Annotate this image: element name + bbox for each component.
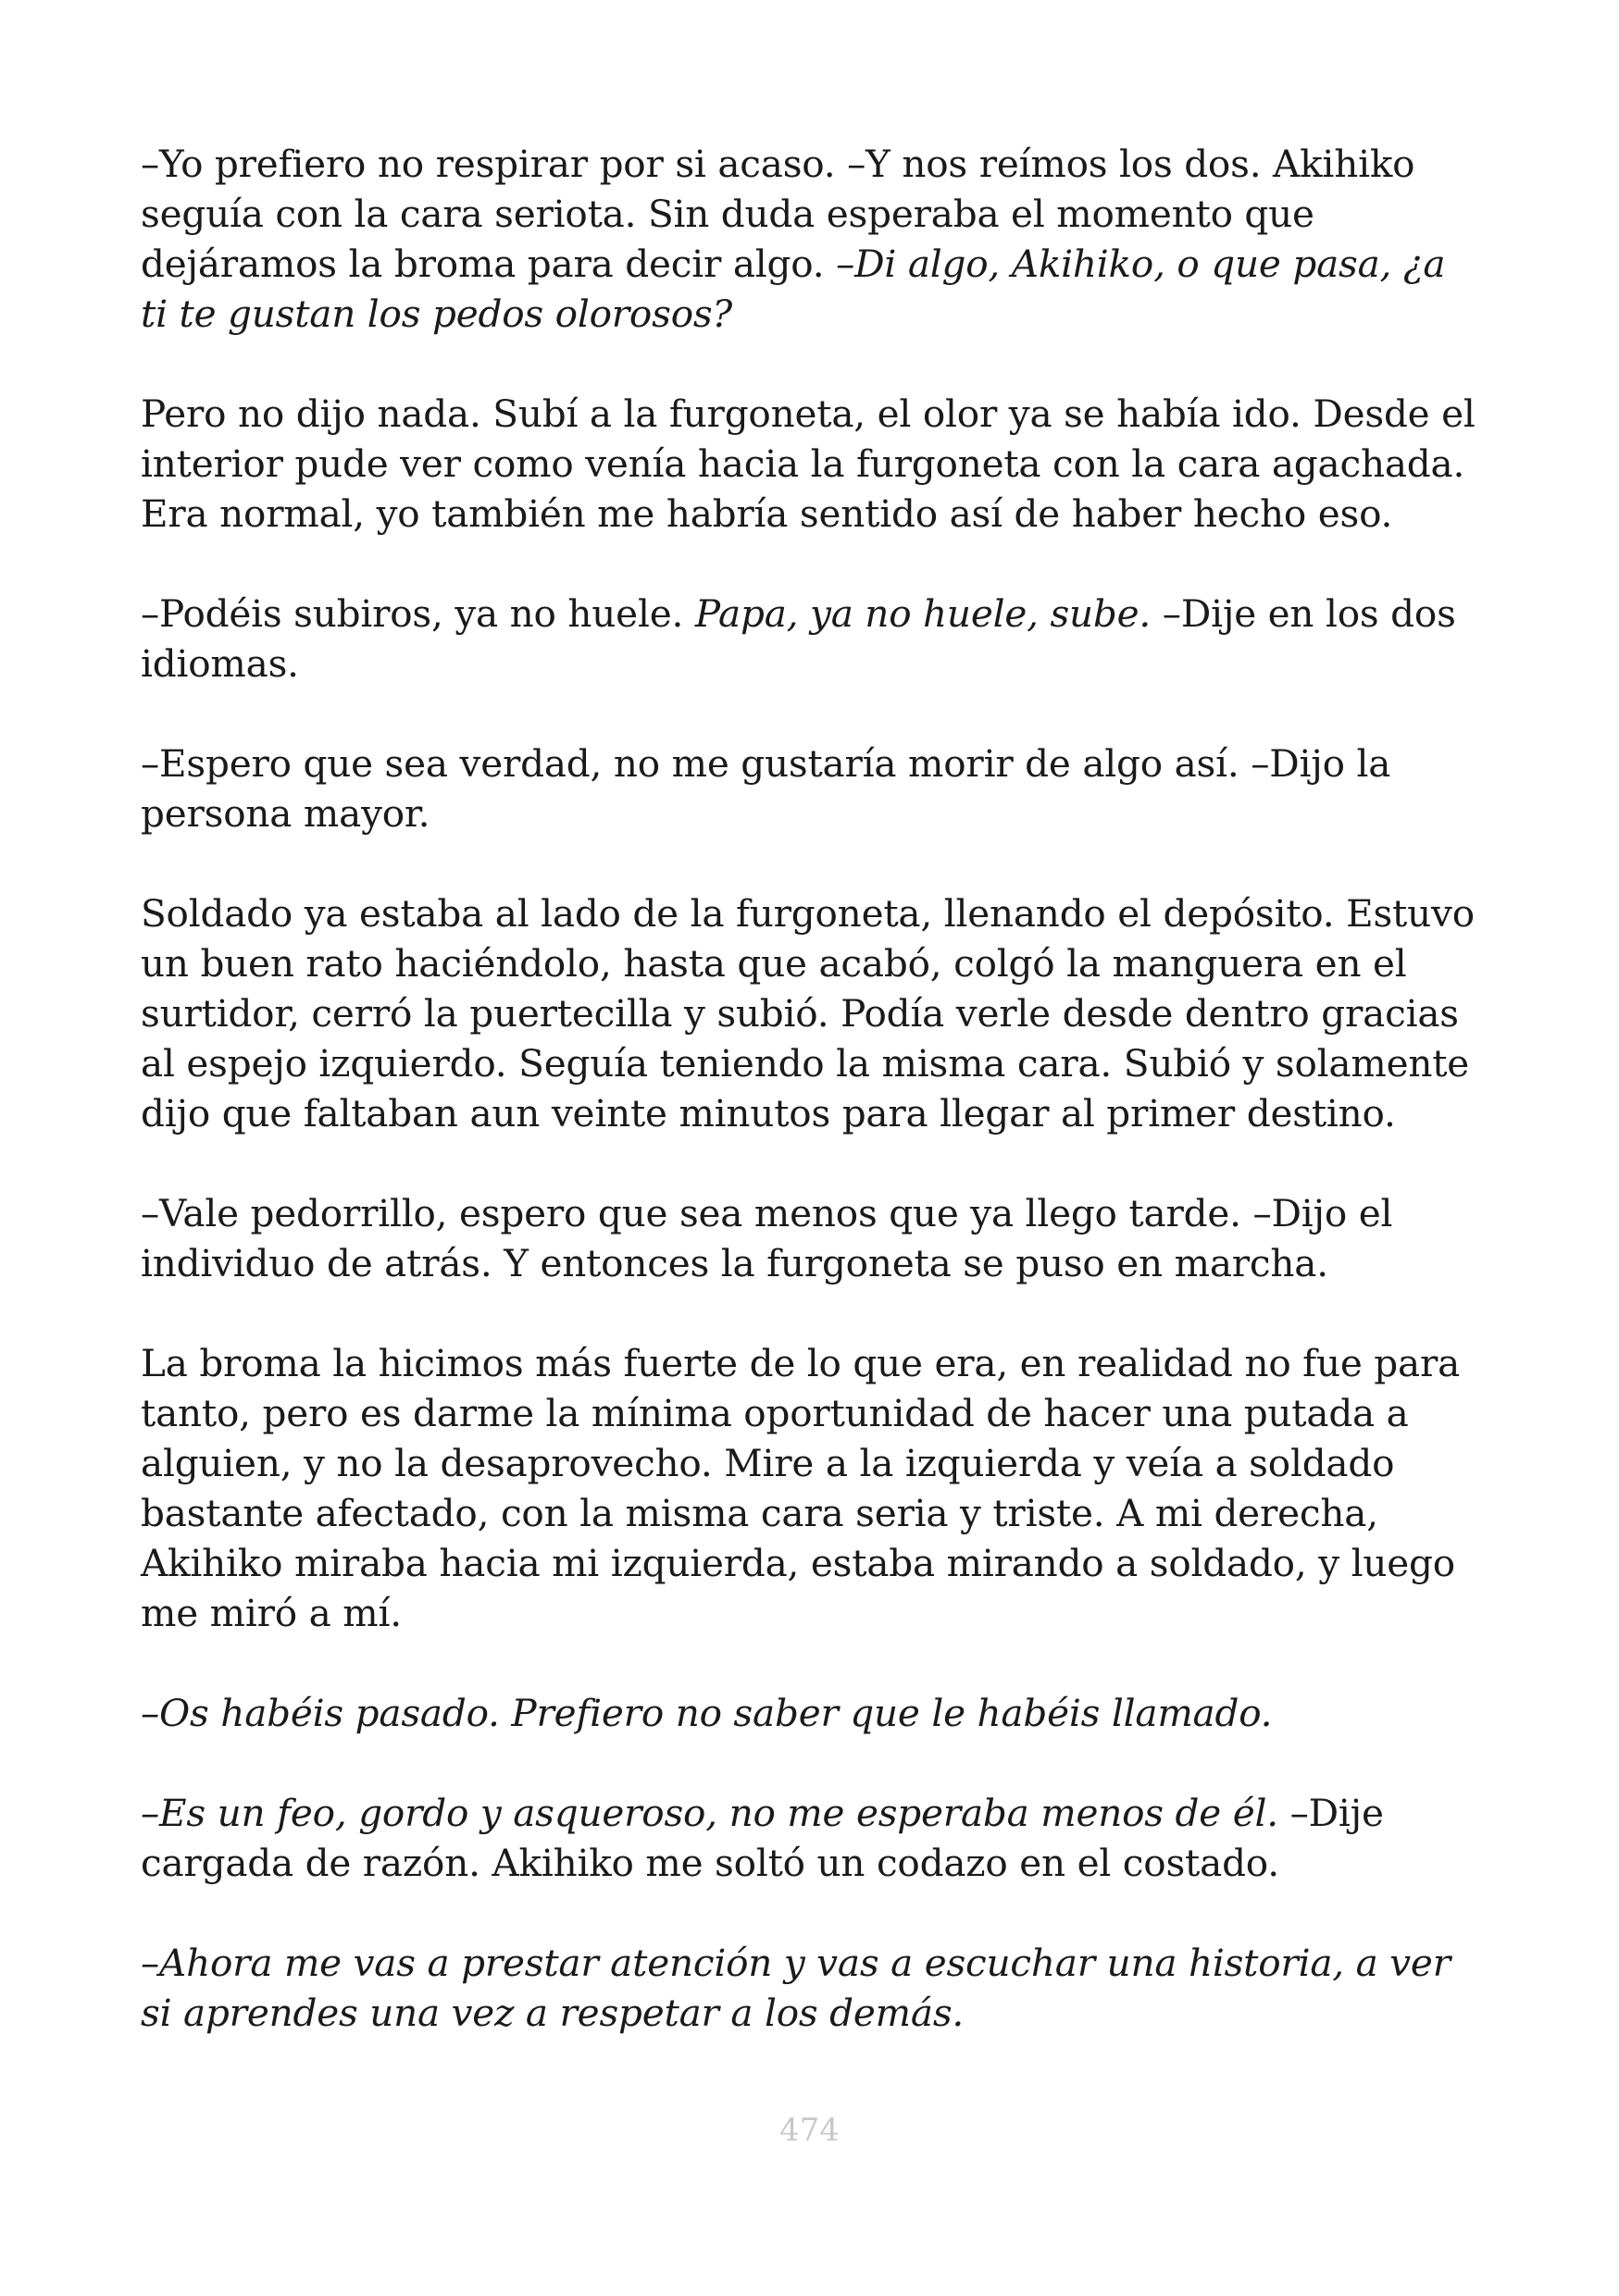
paragraph — [141, 389, 1483, 539]
text-run-italic: –Es un feo, gordo y asqueroso, no me esperaba menos de él. — [141, 1791, 1278, 1835]
paragraph — [141, 589, 1483, 689]
page-number: 474 — [779, 2112, 840, 2149]
paragraph — [141, 1938, 1483, 2038]
text-run: –Vale pedorrillo, espero que sea menos que ya llego tarde. –Dijo el individuo de atrás. Y entonces la furgoneta se puso en marcha. — [141, 1191, 1393, 1285]
text-run: –Podéis subiros, ya no huele. — [141, 591, 695, 636]
text-run: –Yo prefiero no respirar por si acaso. –Y nos reímos los dos. Akihiko seguía con la cara seriota. Sin duda esperaba el momento que dejáramos la broma para decir algo. — [141, 142, 1415, 286]
text-run-italic: –Ahora me vas a prestar atención y vas a escuchar una historia, a ver si aprendes una vez a respetar a los demás. — [141, 1941, 1451, 2035]
text-run: La broma la hicimos más fuerte de lo que era, en realidad no fue para tanto, pero es darme la mínima oportunidad de hacer una putada a alguien, y no la desaprovecho. Mire a la izquierda y veía a soldado bastante afectado, con la misma cara seria y triste. A mi derecha, Akihiko miraba hacia mi izquierda, estaba mirando a soldado, y luego me miró a mí. — [141, 1341, 1461, 1635]
paragraph — [141, 1688, 1483, 1738]
text-run-italic: Papa, ya no huele, sube. — [694, 591, 1152, 636]
text-run: –Dije en los dos idiomas. — [141, 591, 1456, 686]
text-run-italic: –Os habéis pasado. Prefiero no saber que le habéis llamado. — [141, 1691, 1273, 1735]
paragraph — [141, 139, 1483, 339]
paragraph — [141, 1788, 1483, 1888]
text-run: Soldado ya estaba al lado de la furgoneta, llenando el depósito. Estuvo un buen rato haciéndolo, hasta que acabó, colgó la manguera en el surtidor, cerró la puertecilla y subió. Podía verle desde dentro gracias al espejo izquierdo. Seguía teniendo la misma cara. Subió y solamente dijo que faltaban aun veinte minutos para llegar al primer destino. — [141, 891, 1475, 1136]
paragraph — [141, 1188, 1483, 1288]
page-body — [141, 139, 1483, 2088]
text-run: –Dije cargada de razón. Akihiko me soltó un codazo en el costado. — [141, 1791, 1384, 1885]
text-run-italic: –Di algo, Akihiko, o que pasa, ¿a ti te gustan los pedos olorosos? — [141, 242, 1446, 336]
paragraph — [141, 738, 1483, 838]
text-run: –Espero que sea verdad, no me gustaría morir de algo así. –Dijo la persona mayor. — [141, 741, 1391, 836]
paragraph — [141, 1338, 1483, 1638]
text-run: Pero no dijo nada. Subí a la furgoneta, el olor ya se había ido. Desde el interior pude ver como venía hacia la furgoneta con la cara agachada. Era normal, yo también me habría sentido así de haber hecho eso. — [141, 391, 1476, 536]
paragraph — [141, 888, 1483, 1138]
